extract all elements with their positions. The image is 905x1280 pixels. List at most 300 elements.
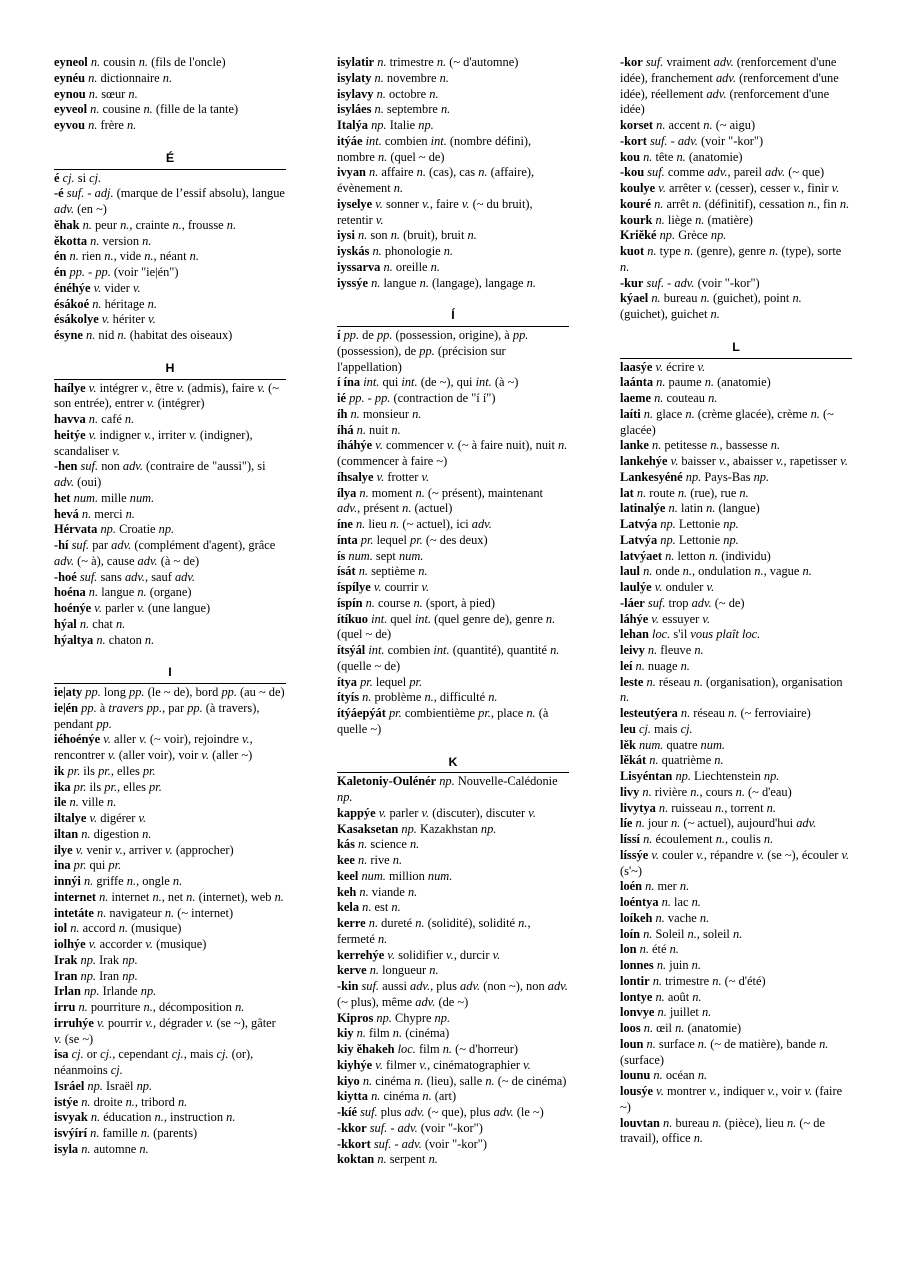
grammar-tag: n. xyxy=(359,485,369,500)
dictionary-entry xyxy=(54,381,286,413)
grammar-tag: n. xyxy=(142,826,152,841)
grammar-tag: adv. xyxy=(765,165,786,180)
headword: -é xyxy=(54,186,64,201)
definition-text: (une langue) xyxy=(144,601,211,615)
definition-text: octobre xyxy=(385,86,430,101)
definition-text: réseau xyxy=(655,674,694,689)
grammar-tag: n. xyxy=(656,958,667,972)
grammar-tag: adv. xyxy=(54,202,75,216)
definition-text: (langue) xyxy=(715,501,760,516)
definition-text: (~ à faire nuit), nuit xyxy=(454,438,558,453)
definition-text: , ongle xyxy=(136,874,173,888)
grammar-tag: v. xyxy=(93,280,102,295)
grammar-tag: v. xyxy=(97,1015,105,1030)
grammar-tag: n. xyxy=(371,1089,381,1104)
grammar-tag: n. xyxy=(412,406,422,421)
headword: isyláes xyxy=(337,102,372,117)
grammar-tag: v. xyxy=(421,469,430,484)
definition-text: (~ de matière), bande xyxy=(707,1036,820,1051)
grammar-tag: n. xyxy=(654,196,664,211)
grammar-tag: adv. xyxy=(111,538,132,552)
column-2 xyxy=(337,55,569,1168)
headword: ivyan xyxy=(337,165,366,180)
headword: Irak xyxy=(54,952,78,967)
dictionary-entry xyxy=(54,906,286,922)
grammar-tag: int. xyxy=(475,375,492,390)
dictionary-entry xyxy=(337,916,569,948)
definition-text: , elles xyxy=(117,779,150,794)
grammar-tag: travers pp. xyxy=(108,700,163,715)
dictionary-entry xyxy=(54,633,286,649)
definition-text: pourrir xyxy=(104,1015,146,1030)
definition-text: aussi xyxy=(379,979,411,993)
definition-text: ils xyxy=(80,763,99,778)
grammar-tag: v. xyxy=(75,842,84,857)
headword: Kasaksetan xyxy=(337,821,399,836)
grammar-tag: n. xyxy=(422,1089,432,1104)
grammar-tag: n. xyxy=(144,249,154,264)
grammar-tag: suf. xyxy=(80,459,99,474)
dictionary-entry xyxy=(337,423,569,439)
grammar-tag: v. xyxy=(241,732,250,747)
grammar-tag: v. xyxy=(656,1084,664,1098)
grammar-tag: n. xyxy=(652,438,662,453)
grammar-tag: adv. xyxy=(54,553,75,568)
definition-text: (pièce), lieu xyxy=(721,1115,787,1130)
grammar-tag: n. xyxy=(700,291,710,306)
definition-text: , rapetisser xyxy=(783,454,841,468)
grammar-tag: vous plaît loc. xyxy=(690,627,761,642)
grammar-tag: v. xyxy=(422,196,430,211)
definition-text: , décomposition xyxy=(152,1000,236,1014)
grammar-tag: v. xyxy=(138,811,147,825)
grammar-tag: n. xyxy=(819,1036,829,1051)
dictionary-entry xyxy=(337,885,569,901)
grammar-tag: adv. xyxy=(124,569,146,584)
grammar-tag: int. xyxy=(401,375,418,390)
definition-text: (bruit), bruit xyxy=(400,228,468,243)
grammar-tag: n. xyxy=(88,118,98,132)
headword: iol xyxy=(54,921,68,936)
definition-text: montrer xyxy=(663,1084,710,1098)
grammar-tag: n. xyxy=(355,517,366,531)
headword: haílye xyxy=(54,380,86,395)
grammar-tag: v. xyxy=(718,454,727,468)
definition-text: , rencontrer xyxy=(54,732,253,762)
dictionary-entry xyxy=(54,1095,286,1111)
dictionary-entry xyxy=(337,391,569,407)
definition-text: café xyxy=(98,412,125,426)
headword: kuot xyxy=(620,244,645,258)
grammar-tag: pr. xyxy=(67,763,81,778)
dictionary-entry xyxy=(54,732,286,764)
definition-text: (langage), langage xyxy=(428,275,527,290)
grammar-tag: v. xyxy=(841,847,850,862)
dictionary-entry xyxy=(620,895,852,911)
definition-text: Iran xyxy=(96,968,123,983)
definition-text: , torrent xyxy=(724,800,767,815)
headword: Iran xyxy=(54,968,78,983)
grammar-tag: n. xyxy=(639,942,649,957)
headword: loéntya xyxy=(620,895,659,909)
headword: iyselye xyxy=(337,196,373,211)
grammar-tag: adv. xyxy=(713,55,734,69)
grammar-tag: v. xyxy=(446,438,455,453)
grammar-tag: v. xyxy=(419,1057,428,1072)
definition-text: (internet), web xyxy=(195,889,275,904)
grammar-tag: v. xyxy=(165,842,173,857)
headword: iysi xyxy=(337,228,355,243)
definition-text: comme xyxy=(664,165,708,180)
definition-text: août xyxy=(664,989,693,1004)
dictionary-entry xyxy=(54,1126,286,1142)
grammar-tag: n. xyxy=(655,212,665,227)
dictionary-entry xyxy=(54,249,286,265)
headword: ésákoé xyxy=(54,296,90,311)
definition-text: à xyxy=(96,700,109,715)
dictionary-entry xyxy=(54,601,286,617)
grammar-tag: v. xyxy=(375,212,384,227)
dictionary-entry xyxy=(620,785,852,801)
headword: Latvýa xyxy=(620,517,658,531)
grammar-tag: np. xyxy=(660,517,676,531)
headword: innýi xyxy=(54,874,81,888)
definition-text: moment xyxy=(368,485,416,500)
definition-text: type xyxy=(656,244,685,258)
definition-text: vraiment xyxy=(663,55,714,69)
definition-text: quatre xyxy=(663,737,701,752)
headword: íspín xyxy=(337,595,363,610)
dictionary-entry xyxy=(337,165,569,197)
grammar-tag: v. xyxy=(257,380,266,395)
definition-text: dureté xyxy=(378,916,416,930)
dictionary-entry xyxy=(337,596,569,612)
headword: livy xyxy=(620,784,640,799)
definition-text: arrêt xyxy=(663,196,693,211)
dictionary-entry xyxy=(337,55,569,71)
dictionary-entry xyxy=(620,816,852,832)
headword: isylatir xyxy=(337,55,375,69)
definition-text: s'il xyxy=(670,627,691,642)
headword: -kor xyxy=(620,55,643,69)
grammar-tag: n. xyxy=(715,800,725,815)
grammar-tag: v. xyxy=(148,312,156,327)
grammar-tag: n. xyxy=(643,926,653,941)
grammar-tag: adv. xyxy=(706,86,727,101)
definition-text: (~ ferroviaire) xyxy=(737,706,811,720)
grammar-tag: n. xyxy=(82,217,92,232)
dictionary-entry xyxy=(337,1089,569,1105)
dictionary-entry xyxy=(337,438,569,470)
definition-text: long xyxy=(100,685,130,699)
headword: -kin xyxy=(337,979,359,993)
definition-text: (contraction de "í í") xyxy=(390,391,496,405)
definition-text: peur xyxy=(91,217,121,232)
dictionary-entry xyxy=(620,848,852,880)
definition-text: plus xyxy=(377,1105,405,1119)
headword: ísát xyxy=(337,564,356,579)
grammar-tag: v. xyxy=(189,427,197,442)
definition-text: (~ présent), maintenant xyxy=(424,485,543,500)
grammar-tag: v. xyxy=(702,611,711,626)
dictionary-entry xyxy=(620,564,852,580)
grammar-tag: n. xyxy=(518,916,528,930)
headword: ésyne xyxy=(54,328,83,342)
grammar-tag: cj. xyxy=(62,170,75,185)
definition-text: accorder xyxy=(96,937,146,951)
definition-text: (~ de cinéma) xyxy=(494,1073,567,1088)
definition-text: qui xyxy=(379,375,402,390)
grammar-tag: pr. xyxy=(360,674,373,689)
grammar-tag: n. xyxy=(697,1036,708,1051)
headword: -kíé xyxy=(337,1105,357,1119)
dictionary-entry xyxy=(620,627,852,643)
definition-text: (lieu), salle xyxy=(423,1073,486,1088)
definition-text: (au ~ de) xyxy=(236,685,285,699)
grammar-tag: n. xyxy=(436,55,447,69)
headword: laasýe xyxy=(620,359,653,374)
definition-text: or xyxy=(83,1047,101,1062)
definition-text: fleuve xyxy=(657,643,695,657)
definition-text: Liechtenstein xyxy=(690,769,764,783)
grammar-tag: n. xyxy=(675,1021,685,1035)
definition-text: (précision sur l'appellation) xyxy=(337,343,506,374)
definition-text: Chypre xyxy=(391,1010,435,1025)
dictionary-entry xyxy=(337,774,569,806)
definition-text: glace xyxy=(653,406,686,421)
grammar-tag: n. xyxy=(118,921,129,936)
grammar-tag: n. xyxy=(164,905,175,920)
grammar-tag: n. xyxy=(226,217,237,232)
dictionary-entry xyxy=(620,197,852,213)
grammar-tag: n. xyxy=(416,165,426,180)
grammar-tag: adv. xyxy=(337,501,358,516)
definition-text: (renforcement d'une idée), réellement xyxy=(620,70,839,101)
definition-text: , cependant xyxy=(112,1047,172,1062)
grammar-tag: n. xyxy=(643,406,654,421)
definition-text: héritage xyxy=(101,296,148,311)
dictionary-entry xyxy=(620,360,852,376)
definition-text: , répandre xyxy=(703,847,757,862)
section-letter-header: Í xyxy=(337,308,569,327)
grammar-tag: pp. - pp. xyxy=(349,391,391,405)
grammar-tag: adv. xyxy=(460,979,481,993)
definition-text: film xyxy=(365,1026,393,1041)
definition-text: , place xyxy=(490,706,527,720)
definition-text: cinéma xyxy=(372,1073,415,1088)
grammar-tag: v. xyxy=(775,454,784,468)
dictionary-entry xyxy=(620,990,852,1006)
definition-text: affaire xyxy=(378,165,417,180)
dictionary-entry xyxy=(337,375,569,391)
headword: isvyak xyxy=(54,1110,88,1125)
headword: hoénýe xyxy=(54,601,92,615)
grammar-tag: np. xyxy=(763,769,780,783)
definition-text: , net xyxy=(161,889,187,904)
grammar-tag: np. xyxy=(80,952,97,967)
headword: isylavy xyxy=(337,86,374,101)
grammar-tag: v. xyxy=(421,580,430,594)
headword: kourk xyxy=(620,212,653,227)
definition-text: (~ actuel), ici xyxy=(399,517,472,531)
headword: isvýírí xyxy=(54,1126,88,1140)
grammar-tag: n. xyxy=(708,548,719,563)
headword: ile xyxy=(54,795,67,810)
grammar-tag: n. xyxy=(754,564,764,579)
grammar-tag: n. xyxy=(172,874,183,888)
grammar-tag: int. xyxy=(368,643,385,657)
grammar-tag: n. xyxy=(442,1042,453,1056)
grammar-tag: v. xyxy=(697,359,706,374)
grammar-tag: n. xyxy=(668,501,678,516)
definition-text: nid xyxy=(95,328,118,342)
grammar-tag: cj. xyxy=(638,721,651,736)
grammar-tag: n. xyxy=(485,1073,495,1088)
grammar-tag: n. xyxy=(418,564,428,579)
definition-text: cinéma xyxy=(380,1089,423,1104)
grammar-tag: n. xyxy=(369,165,379,180)
grammar-tag: n. xyxy=(802,564,812,579)
headword: eyvou xyxy=(54,118,85,132)
definition-text: tête xyxy=(652,149,677,164)
grammar-tag: loc. xyxy=(397,1042,416,1056)
grammar-tag: n. xyxy=(428,1152,438,1167)
dictionary-entry xyxy=(337,486,569,518)
grammar-tag: pr. xyxy=(409,674,423,689)
dictionary-entry xyxy=(54,969,286,985)
grammar-tag: n. xyxy=(124,412,135,426)
grammar-tag: n. xyxy=(647,643,658,657)
grammar-tag: n. xyxy=(439,70,449,85)
grammar-tag: adv. xyxy=(122,459,143,474)
grammar-tag: n. xyxy=(657,1005,667,1020)
dictionary-entry xyxy=(620,276,852,292)
headword: kappýe xyxy=(337,805,376,820)
definition-text: (~ d'eau) xyxy=(744,784,792,799)
definition-text: (~ actuel), aujourd'hui xyxy=(680,816,797,831)
dictionary-entry xyxy=(54,1000,286,1016)
definition-text: (indigner), scandaliser xyxy=(54,427,253,458)
definition-text: (définitif), cessation xyxy=(701,196,808,211)
headword: iolhýe xyxy=(54,937,86,951)
definition-text: (quelle ~ de) xyxy=(337,658,401,673)
definition-text: (organisation), organisation xyxy=(702,674,843,689)
grammar-tag: n. xyxy=(358,853,368,867)
grammar-tag: n. xyxy=(712,973,722,988)
grammar-tag: n. xyxy=(807,196,817,211)
grammar-tag: pr. xyxy=(388,706,402,720)
headword: lontye xyxy=(620,989,653,1004)
definition-text: (discuter), discuter xyxy=(429,805,529,820)
definition-text: oreille xyxy=(392,259,431,274)
dictionary-entry xyxy=(337,134,569,166)
definition-text: (type), sorte xyxy=(778,244,842,258)
definition-text: , indiquer xyxy=(716,1084,768,1098)
dictionary-entry xyxy=(620,1116,852,1148)
column-1 xyxy=(54,55,286,1158)
dictionary-entry xyxy=(54,55,286,71)
grammar-tag: np. xyxy=(753,469,770,484)
grammar-tag: np. xyxy=(158,522,175,537)
headword: ítíkuo xyxy=(337,611,368,626)
grammar-tag: int. xyxy=(371,611,388,626)
headword: itýáe xyxy=(337,133,363,148)
dictionary-entry xyxy=(337,1074,569,1090)
grammar-tag: n. xyxy=(415,916,425,930)
headword: kouré xyxy=(620,196,651,211)
grammar-tag: n. xyxy=(695,212,705,227)
grammar-tag: n. xyxy=(669,942,679,957)
dictionary-entry xyxy=(620,291,852,323)
grammar-tag: n. xyxy=(704,375,714,390)
grammar-tag: adv. xyxy=(796,816,817,831)
grammar-tag: pp. xyxy=(85,685,101,699)
definition-text: (~ des deux) xyxy=(422,532,488,547)
grammar-tag: n. xyxy=(429,86,439,101)
definition-text: (musique) xyxy=(153,937,207,951)
headword: ítýáepýát xyxy=(337,706,386,720)
grammar-tag: np. xyxy=(685,469,702,484)
grammar-tag: np. xyxy=(723,517,739,531)
grammar-tag: n. xyxy=(550,643,560,657)
headword: ínta xyxy=(337,532,358,547)
headword: irru xyxy=(54,1000,76,1014)
dictionary-entry xyxy=(620,722,852,738)
section-letter-header: K xyxy=(337,755,569,774)
headword: louvtan xyxy=(620,1115,660,1130)
definition-text: (quantité), quantité xyxy=(449,643,551,657)
grammar-tag: n. xyxy=(99,889,109,904)
grammar-tag: v. xyxy=(651,847,660,862)
headword: é xyxy=(54,170,60,185)
grammar-tag: suf. xyxy=(645,55,664,69)
headword: -kur xyxy=(620,275,644,290)
grammar-tag: n. xyxy=(88,412,99,426)
definition-text: (contraire de "aussi"), si xyxy=(142,459,266,474)
headword: íháhýe xyxy=(337,438,373,453)
definition-text: (se ~), écouler xyxy=(764,847,842,862)
grammar-tag: n. xyxy=(177,1094,188,1109)
dictionary-entry xyxy=(337,1026,569,1042)
grammar-tag: n. xyxy=(120,217,130,232)
grammar-tag: n. xyxy=(810,406,820,421)
definition-text: (surface) xyxy=(620,1052,665,1067)
definition-text: , voir xyxy=(775,1084,805,1098)
grammar-tag: adv. xyxy=(715,70,737,85)
headword: Isráel xyxy=(54,1078,85,1093)
dictionary-entry xyxy=(337,580,569,596)
headword: lousýe xyxy=(620,1084,654,1098)
dictionary-entry xyxy=(337,869,569,885)
dictionary-entry xyxy=(54,811,286,827)
grammar-tag: n. xyxy=(635,816,645,831)
grammar-tag: n. xyxy=(792,291,802,306)
headword: ilye xyxy=(54,842,73,857)
definition-text: liège xyxy=(664,212,696,227)
definition-text: letton xyxy=(674,548,709,563)
dictionary-entry xyxy=(54,328,286,344)
definition-text: (aller voir), voir xyxy=(115,748,202,762)
grammar-tag: n. xyxy=(646,674,656,689)
dictionary-entry xyxy=(337,1137,569,1153)
headword: -kou xyxy=(620,165,645,180)
definition-text: (possession), de xyxy=(337,343,420,358)
definition-text: accent xyxy=(665,118,704,132)
definition-text: , irriter xyxy=(151,427,190,442)
definition-text: (à ~ de) xyxy=(157,553,200,568)
headword: eyneol xyxy=(54,55,88,69)
headword: Lisyéntan xyxy=(620,769,673,783)
